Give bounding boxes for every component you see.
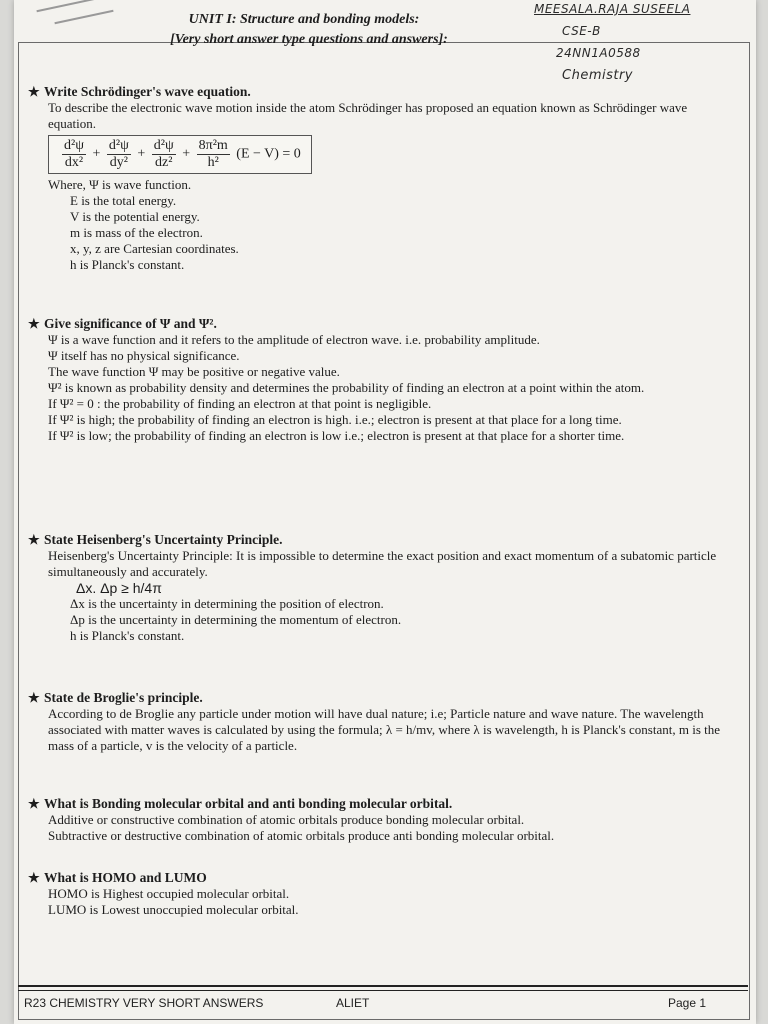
question-title: State Heisenberg's Uncertainty Principle. <box>44 532 283 547</box>
question-block-2 <box>28 316 728 444</box>
question-block-6 <box>28 870 728 918</box>
unit-title: UNIT I: Structure and bonding models: <box>188 12 420 27</box>
answer-line: If Ψ² = 0 : the probability of finding an electron at that point is negligible. <box>48 396 432 411</box>
eq-denominator: dz² <box>155 155 173 170</box>
star-icon: ★ <box>28 870 40 885</box>
answer-text: Where, Ψ is wave function. <box>48 177 192 192</box>
question-title: What is Bonding molecular orbital and anti bonding molecular orbital. <box>44 796 453 811</box>
student-branch: CSE-B <box>562 24 601 38</box>
footer-course: R23 CHEMISTRY VERY SHORT ANSWERS <box>24 996 264 1010</box>
student-name: MEESALA.RAJA SUSEELA <box>534 2 691 16</box>
star-icon: ★ <box>28 316 40 331</box>
staple-mark <box>36 0 95 12</box>
answer-line: Ψ² is known as probability density and determines the probability of finding an electron at a point within the atom. <box>48 380 645 395</box>
question-title: Write Schrödinger's wave equation. <box>44 84 251 99</box>
student-subject: Chemistry <box>562 68 633 83</box>
eq-numerator: d²ψ <box>153 138 174 153</box>
question-block-5 <box>28 796 728 844</box>
answer-line: LUMO is Lowest unoccupied molecular orbital. <box>48 902 299 917</box>
eq-numerator: 8π²m <box>198 138 228 153</box>
star-icon: ★ <box>28 796 40 811</box>
answer-line: Subtractive or destructive combination of atomic orbitals produce anti bonding molecular orbital. <box>48 828 555 843</box>
student-roll: 24NN1A0588 <box>556 46 641 60</box>
unit-subtitle: [Very short answer type questions and answers]: <box>170 32 448 47</box>
answer-line: Ψ itself has no physical significance. <box>48 348 240 363</box>
question-title: State de Broglie's principle. <box>44 690 203 705</box>
definition-line: x, y, z are Cartesian coordinates. <box>70 241 239 256</box>
answer-text: Heisenberg's Uncertainty Principle: It is impossible to determine the exact position and exact momentum of a subatomic particle simultaneously and accurately. <box>48 548 717 579</box>
eq-tail: (E − V) = 0 <box>236 146 301 162</box>
star-icon: ★ <box>28 84 40 99</box>
footer-rule <box>18 985 748 987</box>
question-title: What is HOMO and LUMO <box>44 870 207 885</box>
eq-numerator: d²ψ <box>108 138 129 153</box>
definition-line: m is mass of the electron. <box>70 225 203 240</box>
answer-line: Ψ is a wave function and it refers to the amplitude of electron wave. i.e. probability amplitude. <box>48 332 540 347</box>
question-block-4 <box>28 690 728 754</box>
eq-numerator: d²ψ <box>64 138 84 153</box>
question-block-3 <box>28 532 728 644</box>
answer-line: HOMO is Highest occupied molecular orbital. <box>48 886 290 901</box>
answer-text: According to de Broglie any particle under motion will have dual nature; i.e; Particle nature and wave nature. The wavelength associated with matter waves is calculated by using the formula; λ = h/mv, where λ is wavelength, h is Planck's constant, m is the mass of a particle, v is the velocity of a particle. <box>48 706 721 753</box>
answer-line: If Ψ² is high; the probability of finding an electron is high. i.e.; electron is present at that place for a long time. <box>48 412 622 427</box>
answer-line: The wave function Ψ may be positive or negative value. <box>48 364 340 379</box>
footer-rule <box>18 990 748 991</box>
definition-line: h is Planck's constant. <box>70 628 185 643</box>
footer-institution: ALIET <box>336 996 370 1010</box>
star-icon: ★ <box>28 690 40 705</box>
eq-denominator: dx² <box>64 155 84 170</box>
definition-line: E is the total energy. <box>70 193 177 208</box>
star-icon: ★ <box>28 532 40 547</box>
definition-line: Δp is the uncertainty in determining the momentum of electron. <box>70 612 402 627</box>
answer-text: To describe the electronic wave motion inside the atom Schrödinger has proposed an equation known as Schrödinger wave equation. <box>48 100 688 131</box>
document-page <box>14 0 756 1024</box>
schrodinger-equation: $\frac{\text{d²ψ}}{\text{dx²}}$ + $\frac{\text{d²ψ}}{\text{dy²}}$ + $\frac{\text{d²ψ}}{\text{dz²}}$ + $\frac{\text{8π²m}}{\text{h²}}$ (E − V) = 0 <box>48 135 312 174</box>
answer-line: If Ψ² is low; the probability of finding an electron is low i.e.; electron is present at that place for a shorter time. <box>48 428 625 443</box>
question-title: Give significance of Ψ and Ψ². <box>44 316 217 331</box>
definition-line: Δx is the uncertainty in determining the position of electron. <box>70 596 384 611</box>
definition-line: V is the potential energy. <box>70 209 200 224</box>
eq-denominator: dy² <box>109 155 128 170</box>
uncertainty-formula: Δx. Δp ≥ h/4π <box>76 580 162 596</box>
question-block-1 <box>28 84 728 273</box>
page-number: Page 1 <box>668 996 707 1010</box>
definition-line: h is Planck's constant. <box>70 257 185 272</box>
answer-line: Additive or constructive combination of atomic orbitals produce bonding molecular orbital. <box>48 812 525 827</box>
eq-denominator: h² <box>207 155 219 170</box>
